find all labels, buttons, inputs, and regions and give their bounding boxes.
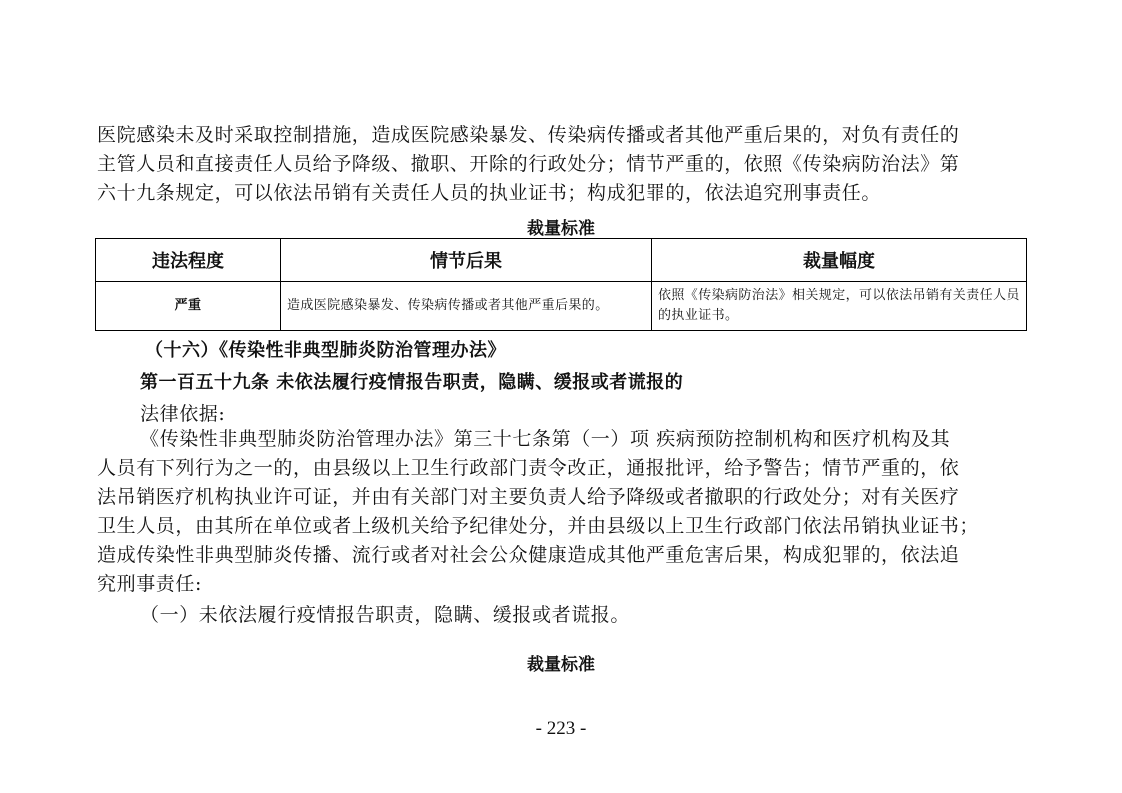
paragraph-line: 主管人员和直接责任人员给予降级、撤职、开除的行政处分；情节严重的，依照《传染病防治法》第 (97, 153, 960, 175)
paragraph-line: 医院感染未及时采取控制措施，造成医院感染暴发、传染病传播或者其他严重后果的，对负有责任的 (97, 124, 960, 146)
discretion-range-cell: 依照《传染病防治法》相关规定，可以依法吊销有关责任人员的执业证书。 (652, 282, 1027, 331)
paragraph-line: 究刑事责任: (97, 573, 203, 595)
violation-degree-cell: 严重 (96, 282, 281, 331)
discretion-standard-table (95, 238, 1027, 331)
legal-basis-label: 法律依据: (140, 403, 226, 425)
article-title: 第一百五十九条 未依法履行疫情报告职责，隐瞒、缓报或者谎报的 (140, 372, 684, 393)
legal-basis-paragraph (97, 425, 1027, 599)
paragraph-line: 造成传染性非典型肺炎传播、流行或者对社会公众健康造成其他严重危害后果，构成犯罪的，依法追 (97, 544, 960, 566)
table-row (96, 282, 1027, 331)
paragraph-line: 六十九条规定，可以依法吊销有关责任人员的执业证书；构成犯罪的，依法追究刑事责任。 (97, 182, 882, 204)
paragraph-line: 《传染性非典型肺炎防治管理办法》第三十七条第（一）项 疾病预防控制机构和医疗机构及其 (140, 428, 951, 450)
list-item: （一）未依法履行疫情报告职责，隐瞒、缓报或者谎报。 (140, 604, 631, 626)
paragraph-line: 人员有下列行为之一的，由县级以上卫生行政部门责令改正，通报批评，给予警告；情节严重的，依 (97, 457, 960, 479)
table-caption: 裁量标准 (527, 219, 595, 239)
page-number: - 223 - (535, 718, 587, 739)
section-title: （十六）《传染性非典型肺炎防治管理办法》 (145, 340, 506, 361)
table-caption: 裁量标准 (527, 655, 595, 675)
column-header: 情节后果 (281, 239, 652, 282)
top-paragraph (97, 121, 1027, 208)
consequence-cell: 造成医院感染暴发、传染病传播或者其他严重后果的。 (281, 282, 652, 331)
column-header: 裁量幅度 (652, 239, 1027, 282)
column-header: 违法程度 (96, 239, 281, 282)
paragraph-line: 法吊销医疗机构执业许可证，并由有关部门对主要负责人给予降级或者撤职的行政处分；对有关医疗 (97, 486, 960, 508)
table-header-row (96, 239, 1027, 282)
paragraph-line: 卫生人员，由其所在单位或者上级机关给予纪律处分，并由县级以上卫生行政部门依法吊销执业证书； (97, 515, 980, 537)
